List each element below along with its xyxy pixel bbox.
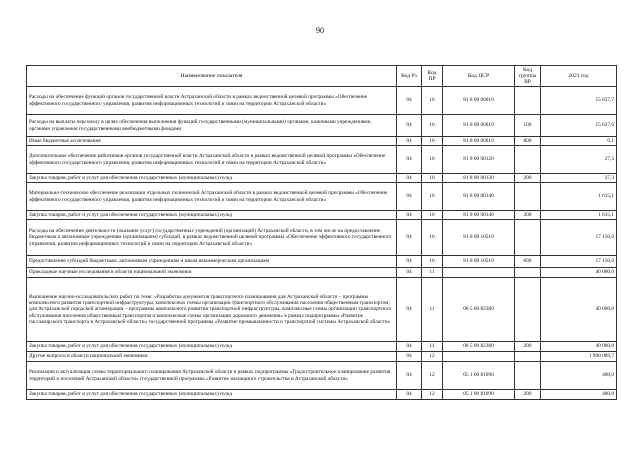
row-sum: 0,1 <box>541 137 617 146</box>
row-name: Закупка товаров, работ и услуг для обеспечения государственных (муниципальных) нужд <box>27 211 397 220</box>
row-sum: 27,3 <box>541 146 617 174</box>
row-rz: 04 <box>397 137 422 146</box>
row-rz: 04 <box>397 146 422 174</box>
row-rz: 04 <box>397 278 422 342</box>
row-vr: 800 <box>515 137 541 146</box>
row-csr <box>443 268 515 278</box>
row-name: Дополнительное обеспечение работников органов государственной власти Астраханской области в рамках ведомственной целевой программы «Обеспечение эффективного государственного управления, развития информационных технологий и связи на территории Астраханской области» <box>27 146 397 174</box>
row-pr: 10 <box>422 87 443 115</box>
row-vr: 600 <box>515 256 541 268</box>
row-sum: 15 637,7 <box>541 87 617 115</box>
table-row <box>27 256 617 268</box>
budget-table <box>26 65 617 400</box>
row-vr <box>515 146 541 174</box>
row-vr: 100 <box>515 115 541 137</box>
row-pr: 10 <box>422 211 443 220</box>
table-row <box>27 342 617 352</box>
row-sum: 40 000,0 <box>541 342 617 352</box>
table-row <box>27 362 617 390</box>
row-pr: 12 <box>422 390 443 400</box>
row-csr: 81 8 00 00140 <box>443 211 515 220</box>
row-pr: 10 <box>422 174 443 183</box>
row-sum: 1 900 089,7 <box>541 352 617 362</box>
row-vr <box>515 352 541 362</box>
page-number: 90 <box>316 26 324 35</box>
row-pr: 10 <box>422 137 443 146</box>
row-name: Расходы на обеспечение деятельности (оказание услуг) государственных учреждений (организаций) Астраханской области, в том числе на предоставление бюджетным и автономным учреждениям (организациям) субсидий, в рамках ведомственной целевой программы «Обеспечение эффективного государственного управления, развития информационных технологий и связи на территории Астраханской области» <box>27 220 397 256</box>
row-name: Предоставление субсидий бюджетным, автономным учреждениям и иным некоммерческим организациям <box>27 256 397 268</box>
row-sum: 40 000,0 <box>541 268 617 278</box>
row-name: Расходы на выплаты персоналу в целях обеспечения выполнения функций государственными (муниципальными) органами, казенными учреждениями, органами управления государственными внебюджетными фондами <box>27 115 397 137</box>
row-rz: 04 <box>397 362 422 390</box>
row-pr: 10 <box>422 256 443 268</box>
row-vr <box>515 362 541 390</box>
row-csr: 81 8 00 00010 <box>443 115 515 137</box>
row-rz: 04 <box>397 342 422 352</box>
row-name: Расходы на обеспечение функций органов государственной власти Астраханской области в рамках ведомственной целевой программы «Обеспечение эффективного государственного управления, развития информационных технологий и связи на территории Астраханской области» <box>27 87 397 115</box>
row-rz: 04 <box>397 174 422 183</box>
row-rz: 04 <box>397 390 422 400</box>
table-row <box>27 115 617 137</box>
row-csr: 08 5 00 82380 <box>443 342 515 352</box>
row-name: Иные бюджетные ассигнования <box>27 137 397 146</box>
row-pr: 11 <box>422 342 443 352</box>
row-sum: 1 615,1 <box>541 211 617 220</box>
row-name: Закупка товаров, работ и услуг для обеспечения государственных (муниципальных) нужд <box>27 342 397 352</box>
row-pr: 12 <box>422 352 443 362</box>
table-header-row <box>27 66 617 87</box>
table-row <box>27 183 617 211</box>
row-sum: 400,0 <box>541 362 617 390</box>
row-sum: 17 150,6 <box>541 220 617 256</box>
row-name: Другие вопросы в области национальной экономики <box>27 352 397 362</box>
header-vr: Код группы ВР <box>515 66 541 87</box>
row-vr <box>515 183 541 211</box>
row-rz: 04 <box>397 220 422 256</box>
row-rz: 04 <box>397 183 422 211</box>
row-vr <box>515 87 541 115</box>
row-vr: 200 <box>515 174 541 183</box>
row-sum: 15 637,6 <box>541 115 617 137</box>
header-csr: Код ЦСР <box>443 66 515 87</box>
table-row <box>27 146 617 174</box>
table-row <box>27 352 617 362</box>
row-name: Реализация и актуализация схемы территориального планирования Астраханской области в рамках подпрограммы «Градостроительное планирование развития территорий и поселений Астраханской области» государственной программы «Развитие жилищного строительства в Астраханской области» <box>27 362 397 390</box>
row-name: Закупка товаров, работ и услуг для обеспечения государственных (муниципальных) нужд <box>27 390 397 400</box>
row-pr: 12 <box>422 362 443 390</box>
table-row <box>27 278 617 342</box>
row-csr: 81 8 00 10510 <box>443 256 515 268</box>
row-pr: 11 <box>422 278 443 342</box>
row-sum: 1 615,1 <box>541 183 617 211</box>
row-csr: 81 8 00 00140 <box>443 183 515 211</box>
row-sum: 40 000,0 <box>541 278 617 342</box>
row-rz: 04 <box>397 115 422 137</box>
table-row <box>27 87 617 115</box>
header-pr: Код ПР <box>422 66 443 87</box>
table-row <box>27 220 617 256</box>
header-name: Наименование показателя <box>27 66 397 87</box>
row-name: Выполнение научно-исследовательских работ по теме: «Разработка документов транспортного планирования для Астраханской области – программы комплексного развития транспортной инфраструктуры, комплексных схемы организации транспортного обслуживания населения общественным транспортом; для Астраханской городской агломерации – программы комплексного развития транспортной инфраструктуры, комплексные схемы организации транспортного обслуживания населения общественным транспортом и комплексные схемы организации дорожного движения» в рамках подпрограммы «Развитие пассажирского транспорта в Астраханской области» государственной программы «Развитие промышленности и транспортной системы Астраханской области» <box>27 278 397 342</box>
row-csr: 81 8 00 10510 <box>443 220 515 256</box>
row-csr: 08 5 00 82380 <box>443 278 515 342</box>
row-rz: 04 <box>397 211 422 220</box>
table-row <box>27 211 617 220</box>
row-name: Закупка товаров, работ и услуг для обеспечения государственных (муниципальных) нужд <box>27 174 397 183</box>
row-rz: 04 <box>397 87 422 115</box>
row-csr: 81 8 00 00010 <box>443 137 515 146</box>
row-csr: 81 8 00 00120 <box>443 146 515 174</box>
row-csr <box>443 352 515 362</box>
row-vr <box>515 278 541 342</box>
row-name: Материально-техническое обеспечение реализации отдельных полномочий Астраханской области в рамках ведомственной целевой программы «Обеспечение эффективного государственного управления, развития информационных технологий и связи на территории Астраханской области» <box>27 183 397 211</box>
table-row <box>27 268 617 278</box>
row-csr: 81 8 00 00010 <box>443 87 515 115</box>
row-rz: 04 <box>397 352 422 362</box>
row-vr: 200 <box>515 390 541 400</box>
header-year: 2021 год <box>541 66 617 87</box>
row-pr: 10 <box>422 183 443 211</box>
row-sum: 17 150,6 <box>541 256 617 268</box>
row-rz: 04 <box>397 256 422 268</box>
row-csr: 05 1 00 81090 <box>443 390 515 400</box>
row-csr: 05 1 00 81090 <box>443 362 515 390</box>
row-sum: 400,0 <box>541 390 617 400</box>
row-vr: 200 <box>515 342 541 352</box>
row-vr: 200 <box>515 211 541 220</box>
table-row <box>27 137 617 146</box>
row-pr: 10 <box>422 220 443 256</box>
row-pr: 10 <box>422 146 443 174</box>
table-row <box>27 390 617 400</box>
row-vr <box>515 220 541 256</box>
header-rz: Код Рз <box>397 66 422 87</box>
row-csr: 81 8 00 00120 <box>443 174 515 183</box>
row-pr: 11 <box>422 268 443 278</box>
row-sum: 27,3 <box>541 174 617 183</box>
table-row <box>27 174 617 183</box>
row-name: Прикладные научные исследования в области национальной экономики <box>27 268 397 278</box>
row-pr: 10 <box>422 115 443 137</box>
row-rz: 04 <box>397 268 422 278</box>
row-vr <box>515 268 541 278</box>
